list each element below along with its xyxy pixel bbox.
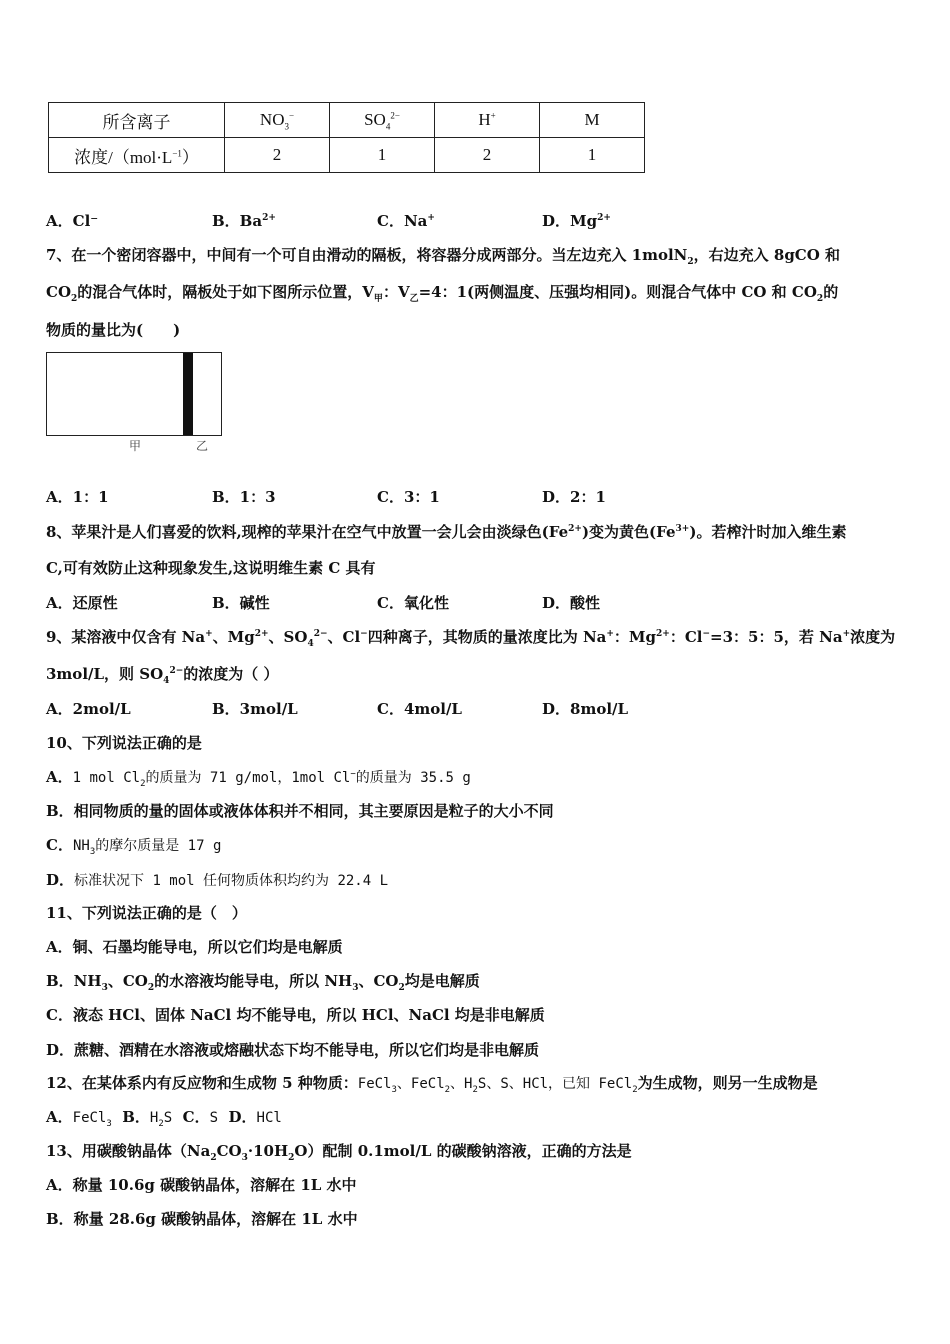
- text: 的混合气体时，隔板处于如下图所示位置，V: [77, 283, 374, 301]
- q7-stem-line3: 物质的量比为( ): [46, 321, 181, 339]
- text: HCl: [256, 1110, 282, 1126]
- text: [357, 1076, 638, 1095]
- text: 、H: [450, 1076, 473, 1092]
- table-cell: 2: [435, 138, 540, 173]
- q9-option-b: B．3mol/L: [212, 700, 298, 718]
- q11-stem: 11、下列说法正确的是（ ）: [46, 904, 247, 922]
- text: CO: [46, 283, 72, 301]
- option-text: C．Na: [377, 212, 428, 230]
- formula-text: NO: [259, 110, 285, 129]
- subscript: 乙: [409, 294, 419, 304]
- table-cell: [225, 103, 330, 138]
- superscript: 2+: [262, 213, 276, 223]
- text: 为生成物，则另一生成物是: [637, 1074, 818, 1092]
- label-right: 乙: [196, 439, 209, 453]
- table-header-row: [49, 103, 645, 138]
- text: ，右边充入 8gCO 和: [693, 246, 841, 264]
- text: A．: [46, 1108, 73, 1126]
- q10-option-c: [46, 835, 221, 856]
- superscript: −1: [172, 147, 182, 158]
- text: 的摩尔质量是 17 g: [95, 838, 222, 854]
- superscript: +: [427, 213, 435, 223]
- text: O）配制 0.1mol/L 的碳酸钠溶液，正确的方法是: [294, 1142, 632, 1160]
- q10-stem: 10、下列说法正确的是: [46, 734, 202, 752]
- superscript: −: [350, 769, 356, 780]
- text: H: [149, 1110, 159, 1126]
- q9-stem-line2: [46, 664, 278, 684]
- q11-option-a: A．铜、石墨均能导电，所以它们均是电解质: [46, 938, 343, 956]
- q8-stem-line2: C,可有效防止这种现象发生,这说明维生素 C 具有: [46, 559, 376, 577]
- superscript: 2−: [313, 629, 328, 639]
- text: FeCl: [357, 1076, 392, 1092]
- subscript: 2: [71, 294, 78, 304]
- subscript: 3: [89, 846, 96, 857]
- formula-text: H: [478, 110, 491, 129]
- q8-option-a: A．还原性: [46, 594, 118, 612]
- superscript: 2+: [597, 213, 611, 223]
- q8-stem-line1: [46, 522, 846, 542]
- q6-option-a: A．Cl⁻: [46, 212, 99, 230]
- q11-option-d: D．蔗糖、酒精在水溶液或熔融状态下均不能导电，所以它们均是非电解质: [46, 1041, 540, 1059]
- text: C．: [182, 1108, 210, 1126]
- text: 的浓度为（ ）: [183, 665, 279, 683]
- table-cell: M: [540, 103, 645, 138]
- q13-option-b: B．称量 28.6g 碳酸钠晶体，溶解在 1L 水中: [46, 1210, 358, 1228]
- table-cell: 1: [540, 138, 645, 173]
- q13-stem: [46, 1141, 632, 1161]
- q7-stem-line1: [46, 245, 840, 265]
- unit-text: ）: [181, 147, 199, 167]
- subscript: 2: [398, 983, 405, 993]
- text: [149, 1110, 173, 1129]
- q6-option-b: [212, 211, 276, 231]
- table-row: [49, 138, 645, 173]
- superscript: 2+: [568, 524, 582, 534]
- text: 均是电解质: [404, 972, 480, 990]
- q7-option-c: C．3：1: [377, 488, 440, 506]
- subscript: 2: [158, 1118, 164, 1129]
- table-cell: 所含离子: [49, 103, 225, 138]
- q7-option-d: D．2：1: [542, 488, 606, 506]
- text: FeCl: [72, 1110, 107, 1126]
- q9-option-c: C．4mol/L: [377, 700, 462, 718]
- table-cell: 1: [330, 138, 435, 173]
- superscript: 2+: [656, 629, 670, 639]
- subscript: 3: [352, 983, 359, 993]
- text: B．NH: [46, 972, 102, 990]
- text: 13、用碳酸钠晶体（Na: [46, 1142, 211, 1160]
- text: S、S、HCl，已知 FeCl: [477, 1076, 633, 1092]
- text: 标准状况下 1 mol 任何物质体积均约为 22.4 L: [74, 873, 389, 889]
- subscript: 4: [163, 676, 170, 686]
- q12-options: [46, 1107, 282, 1128]
- superscript: −: [360, 629, 368, 639]
- q9-stem-line1: [46, 627, 895, 647]
- text: S: [209, 1110, 219, 1126]
- q7-option-a: A．1：1: [46, 488, 109, 506]
- label-left: 甲: [129, 439, 142, 453]
- text: NH: [72, 838, 90, 854]
- text: 3mol/L，则 SO: [46, 665, 164, 683]
- superscript: +: [490, 110, 496, 121]
- text: 、SO: [268, 628, 308, 646]
- subscript: 2: [472, 1084, 478, 1095]
- subscript: 4: [385, 121, 391, 132]
- text: 的质量为 71 g/mol，1mol Cl: [145, 770, 351, 786]
- q8-option-b: B．碱性: [212, 594, 270, 612]
- option-text: D．Mg: [542, 212, 598, 230]
- text: =4：1(两侧温度、压强均相同)。则混合气体中 CO 和 CO: [418, 283, 817, 301]
- superscript: 2−: [390, 110, 400, 121]
- text: D．: [228, 1108, 257, 1126]
- superscript: +: [606, 629, 614, 639]
- q9-option-d: D．8mol/L: [542, 700, 629, 718]
- q6-option-c: [377, 211, 435, 231]
- q9-option-a: A．2mol/L: [46, 700, 131, 718]
- superscript: 2−: [169, 666, 184, 676]
- table-cell: [330, 103, 435, 138]
- subscript: 2: [444, 1084, 451, 1095]
- text: 浓度为: [850, 628, 896, 646]
- q7-option-b: B．1：3: [212, 488, 276, 506]
- unit-text: 浓度/（mol·L: [74, 147, 173, 167]
- text: ·10H: [247, 1142, 289, 1160]
- superscript: 2+: [254, 629, 269, 639]
- q12-stem: [46, 1073, 818, 1094]
- subscript: 2: [140, 778, 146, 789]
- subscript: 3: [101, 983, 108, 993]
- text: 7、在一个密闭容器中，中间有一个可自由滑动的隔板，将容器分成两部分。当左边充入 1molN: [46, 246, 688, 264]
- text: ：V: [382, 283, 410, 301]
- q8-option-d: D．酸性: [542, 594, 601, 612]
- text: 、Mg: [212, 628, 255, 646]
- subscript: 2: [632, 1084, 638, 1095]
- subscript: 2: [687, 257, 694, 267]
- superscript: 3+: [675, 524, 690, 534]
- q7-stem-line2: [46, 282, 838, 302]
- q10-option-b: B．相同物质的量的固体或液体体积并不相同，其主要原因是粒子的大小不同: [46, 802, 554, 820]
- container-diagram: [46, 352, 222, 436]
- subscript: 甲: [373, 294, 383, 304]
- text: [72, 769, 471, 789]
- text: )变为黄色(Fe: [581, 523, 676, 541]
- ion-concentration-table: [48, 102, 645, 173]
- superscript: +: [205, 629, 213, 639]
- text: 9、某溶液中仅含有 Na: [46, 628, 206, 646]
- text: C．: [46, 836, 73, 854]
- formula-text: SO: [364, 110, 386, 129]
- sliding-partition: [183, 353, 193, 435]
- text: D．: [46, 871, 75, 889]
- superscript: −: [288, 110, 295, 121]
- text: 8、苹果汁是人们喜爱的饮料,现榨的苹果汁在空气中放置一会儿会由淡绿色(Fe: [46, 523, 569, 541]
- q11-option-b: [46, 971, 480, 991]
- q10-option-d: [46, 870, 388, 891]
- text: [72, 1110, 112, 1129]
- text: 的水溶液均能导电，所以 NH: [154, 972, 353, 990]
- text: CO: [216, 1142, 242, 1160]
- text: 、CO: [107, 972, 148, 990]
- table-cell: 2: [225, 138, 330, 173]
- text: 四种离子，其物质的量浓度比为 Na: [367, 628, 607, 646]
- subscript: 4: [307, 639, 314, 649]
- subscript: 2: [147, 983, 155, 993]
- subscript: 2: [288, 1153, 295, 1163]
- subscript: 2: [210, 1153, 217, 1163]
- q13-option-a: A．称量 10.6g 碳酸钠晶体，溶解在 1L 水中: [46, 1176, 357, 1194]
- text: B．: [122, 1108, 150, 1126]
- text: 、CO: [358, 972, 399, 990]
- text: 的质量为 35.5 g: [355, 770, 471, 786]
- subscript: 3: [284, 121, 289, 132]
- subscript: 3: [241, 1153, 248, 1163]
- table-cell: [49, 138, 225, 173]
- text: 、Cl: [327, 628, 361, 646]
- q6-option-d: [542, 211, 611, 231]
- text: 、FeCl: [396, 1076, 445, 1092]
- text: [72, 838, 222, 857]
- text: 1 mol Cl: [72, 770, 141, 786]
- text: ：Cl: [669, 628, 703, 646]
- text: =3：5：5，若 Na: [710, 628, 843, 646]
- table-cell: [435, 103, 540, 138]
- q10-option-a: [46, 767, 471, 788]
- text: 的: [823, 283, 839, 301]
- superscript: +: [842, 629, 851, 639]
- text: A．: [46, 768, 73, 786]
- subscript: 3: [106, 1118, 112, 1129]
- text: S: [163, 1110, 173, 1126]
- superscript: −: [702, 629, 711, 639]
- subscript: 2: [816, 294, 824, 304]
- q8-option-c: C．氧化性: [377, 594, 449, 612]
- text: )。若榨汁时加入维生素: [689, 523, 847, 541]
- text: 12、在某体系内有反应物和生成物 5 种物质：: [46, 1074, 358, 1092]
- subscript: 3: [391, 1084, 397, 1095]
- text: ：Mg: [613, 628, 657, 646]
- option-text: B．Ba: [212, 212, 263, 230]
- q11-option-c: C．液态 HCl、固体 NaCl 均不能导电，所以 HCl、NaCl 均是非电解质: [46, 1006, 545, 1024]
